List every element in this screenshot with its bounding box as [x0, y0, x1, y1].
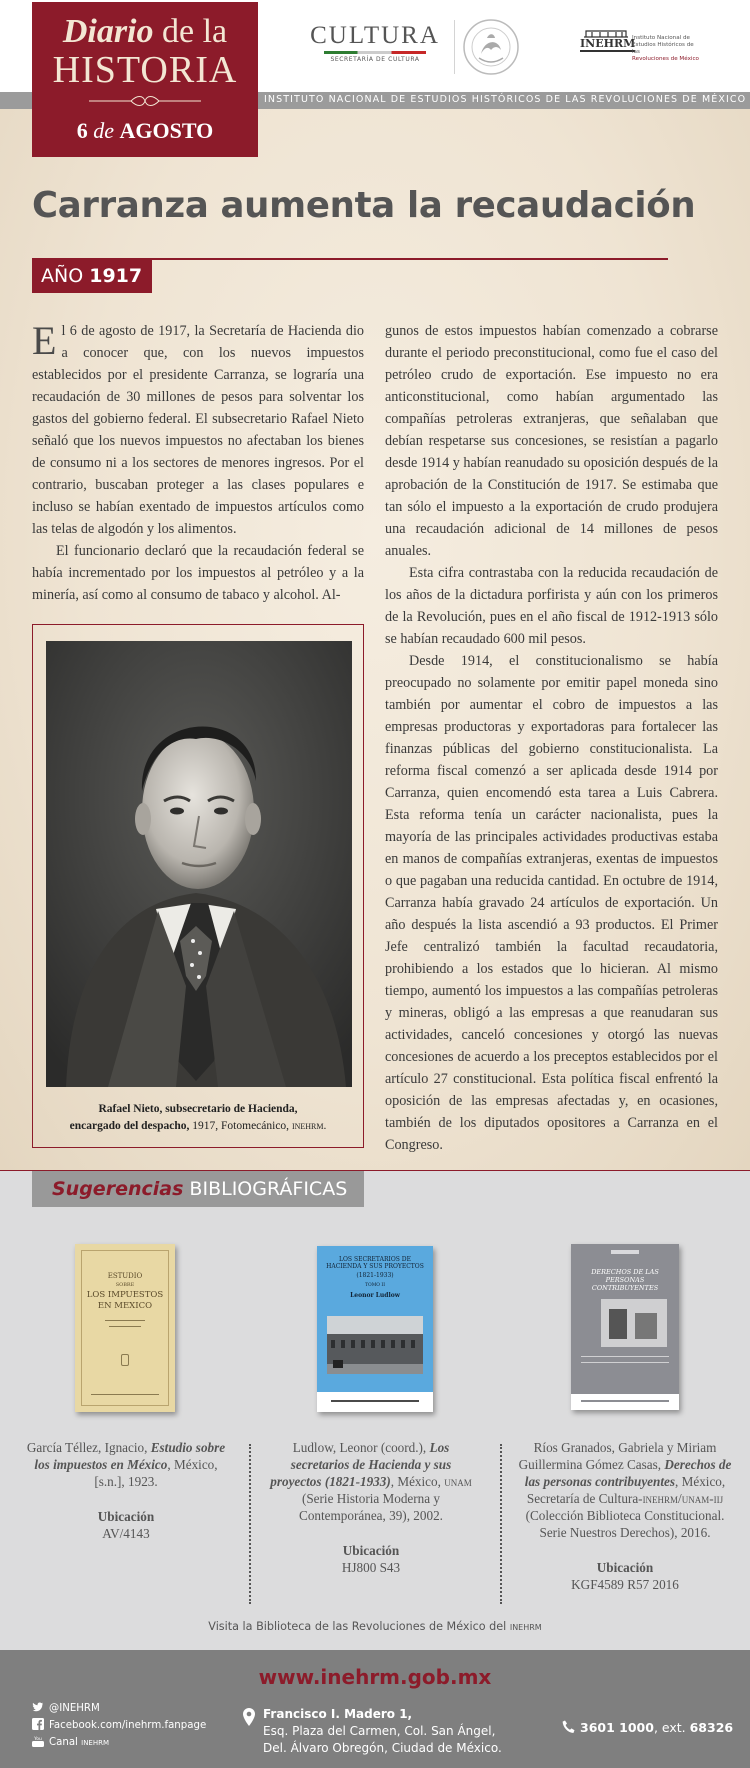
twitter-icon	[32, 1701, 44, 1713]
paragraph: El funcionario declaró que la recaudación federal se había incrementado por los impuestos al petróleo y a la minería, así como al consumo de tabaco y alcohol. Al-	[32, 543, 364, 603]
inehrm-full-name: Instituto Nacional de Estudios Históricos de las Revoluciones de México	[632, 35, 699, 62]
dotted-divider	[500, 1444, 502, 1604]
library-visit-note: Visita la Biblioteca de las Revoluciones de México del inehrm	[208, 1620, 542, 1633]
youtube-icon	[32, 1735, 44, 1747]
svg-text:You: You	[34, 1737, 42, 1742]
year-badge: AÑO 1917	[32, 259, 152, 293]
address: Francisco I. Madero 1, Esq. Plaza del Carmen, Col. San Ángel, Del. Álvaro Obregón, Ciudad de México.	[263, 1707, 502, 1755]
twitter-link[interactable]: @INEHRM	[32, 1700, 206, 1717]
youtube-link[interactable]: You Canal inehrm	[32, 1734, 206, 1751]
bibliography-entry: García Téllez, Ignacio, Estudio sobre los impuestos en México, México, [s.n.], 1923. Ubicación AV/4143	[26, 1440, 226, 1541]
cover-photo	[601, 1299, 667, 1347]
tricolor-bar	[324, 51, 426, 54]
dotted-divider	[249, 1444, 251, 1604]
palace-photo-icon	[327, 1316, 423, 1374]
national-seal-icon	[454, 16, 520, 78]
website-link[interactable]: www.inehrm.gob.mx	[258, 1665, 492, 1689]
logo-line1: Diario de la	[62, 13, 228, 50]
article-column-left	[32, 320, 364, 606]
photo-caption: Rafael Nieto, subsecretario de Hacienda, encargado del despacho, 1917, Fotomecánico, inehrm.	[69, 1103, 327, 1132]
institute-strip-text: INSTITUTO NACIONAL DE ESTUDIOS HISTÓRICOS DE LAS REVOLUCIONES DE MÉXICO	[264, 94, 747, 105]
facebook-link[interactable]: Facebook.com/inehrm.fanpage	[32, 1717, 206, 1734]
logo-line2: HISTORIA	[52, 49, 238, 91]
photo-frame	[32, 624, 364, 1148]
bibliography-heading: Sugerencias BIBLIOGRÁFICAS	[32, 1171, 364, 1207]
phone-icon	[562, 1720, 575, 1734]
social-links	[32, 1700, 206, 1751]
phone-number[interactable]: 3601 1000, ext. 68326	[580, 1720, 734, 1735]
drop-cap: E	[32, 318, 57, 363]
logo-date: 6 de AGOSTO	[76, 118, 214, 143]
article-headline: Carranza aumenta la recaudación	[32, 185, 696, 226]
portrait-illustration	[46, 641, 352, 1087]
inehrm-logo: INEHRM Instituto Nacional de Estudios Históricos de las Revoluciones de México	[580, 34, 700, 64]
paragraph: El 6 de agosto de 1917, la Secretaría de Hacienda dio a conocer que, con los nuevos impuestos establecidos por el presidente Carranza, se lograría una recaudación de 30 millones de pesos para solventar los gastos del gobierno federal. El subsecretario Rafael Nieto señaló que los nuevos impuestos no afectaban los bienes de consumo ni a los sectores de menores ingresos. Por el contrario, buscaban proteger a las clases populares e incluso se habían exentado de impuestos artículos como las telas de algodón y los alimentos.	[32, 318, 364, 537]
emblem-icon	[121, 1354, 129, 1366]
article-column-right	[385, 320, 718, 1156]
bibliography-entry: Ríos Granados, Gabriela y Miriam Guillermina Gómez Casas, Derechos de las personas contribuyentes, México, Secretaría de Cultura-inehrm/unam-iij (Colección Biblioteca Constitucional. Serie Nuestros Derechos), 2016. Ubicación KGF4589 R57 2016	[518, 1440, 732, 1592]
cultura-logo: CULTURA SECRETARÍA DE CULTURA	[310, 22, 440, 63]
diario-de-la-historia-logo	[32, 2, 258, 157]
portrait-photo	[46, 641, 352, 1087]
paragraph: gunos de estos impuestos habían comenzado a cobrarse durante el periodo preconstitucional, como fue el caso del petróleo crudo de exportación. Ese impuesto no era anticonstitucional, como habían argumentado las compañías petroleras extranjeras, que señalaban que debían respetarse sus concesiones, se resistían a pagarlo desde 1914 y habían reanudado su oposición después de la aprobación de la Constitución de 1917. Se estimaba que tan sólo el impuesto a la exportación de crudo produjera una recaudación adicional de 14 millones de pesos anuales.	[385, 323, 718, 559]
ornament-icon	[87, 94, 203, 108]
bibliography-entry: Ludlow, Leonor (coord.), Los secretarios de Hacienda y sus proyectos (1821-1933), México, unam (Serie Historia Moderna y Contemporánea, 39), 2002. Ubicación HJ800 S43	[270, 1440, 472, 1575]
paragraph: Esta cifra contrastaba con la reducida recaudación de los años de la dictadura porfirista y aún con los primeros de la Revolución, pues en el año fiscal de 1912-1913 sólo se habían recaudado 600 mil pesos.	[385, 565, 718, 647]
paragraph: Desde 1914, el constitucionalismo se había preocupado no solamente por emitir papel moneda sino también por aumentar el cobro de impuestos a las empresas productoras y exportadoras para fortalecer las finanzas públicas del gobierno constitucionalista. La reforma fiscal comenzó a ser aplicada desde 1914 por Carranza, quien encomendó esta tarea a Luis Cabrera. Esta reforma tenía un carácter nacionalista, pues la mayoría de las principales actividades productivas estaba en manos de compañías extranjeras, exentas de impuestos o que pagaban una reducida cantidad. En octubre de 1914, Carranza había gravado 24 artículos de exportación. Un año después la lista ascendió a 93 productos. El Primer Jefe centralizó también la facultad recaudatoria, prohibiendo a los estados que lo hicieran. Al mismo tiempo, aumentó los impuestos a las compañías petroleras y mineras, obligó a las empresas a que reanudaran sus actividades, canceló concesiones y otorgó las nuevas concesiones de acuerdo a los preceptos establecidos por el artículo 27 constitucional. Esta política fiscal enfrentó la oposición de las empresas afectadas y, en ocasiones, también de los diputados opositores a Carranza en el Congreso.	[385, 653, 718, 1153]
location-pin-icon	[243, 1708, 255, 1726]
book-cover-3: DERECHOS DE LAS PERSONAS CONTRIBUYENTES	[571, 1244, 679, 1410]
book-cover-2: LOS SECRETARIOS DE HACIENDA Y SUS PROYECTOS (1821-1933) TOMO II Leonor Ludlow	[317, 1246, 433, 1412]
footer	[0, 1650, 750, 1768]
book-cover-1: ESTUDIO SOBRE LOS IMPUESTOS EN MEXICO	[75, 1244, 175, 1412]
facebook-icon	[32, 1718, 44, 1730]
